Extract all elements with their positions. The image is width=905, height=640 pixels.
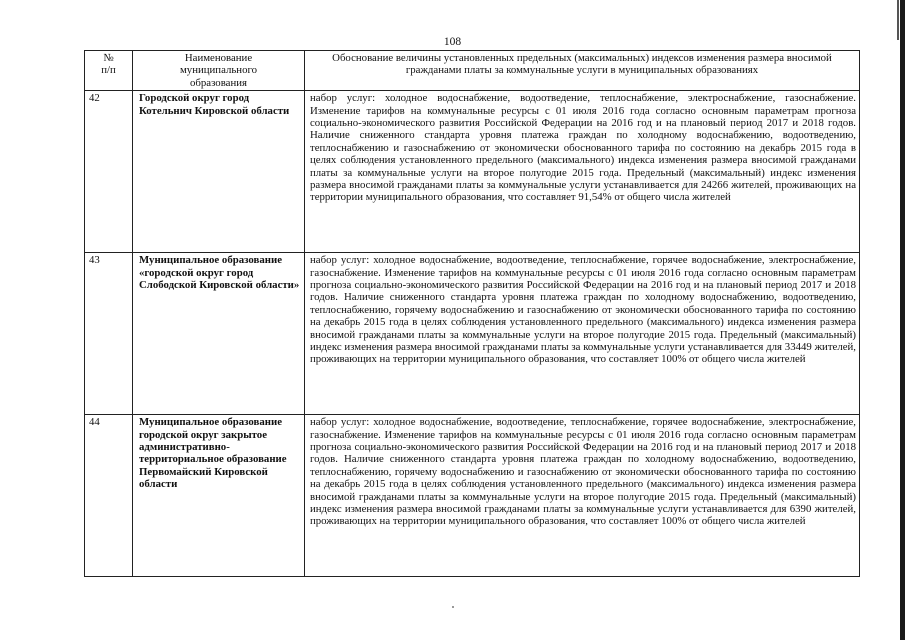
scan-edge-mark — [897, 0, 899, 40]
justification-text: набор услуг: холодное водоснабжение, водоотведение, теплоснабжение, горячее водоснабжение, электроснабжение, газоснабжение. Изменение тарифов на коммунальные ресурсы с 01 июля 2016 года согласно основным параметрам прогноза социально-экономического развития Российской Федерации на 2016 год и на плановый период 2017 и 2018 годов. Наличие сниженного стандарта уровня платежа граждан по холодному водоснабжению, водоотведению, теплоснабжению, горячему водоснабжению и газоснабжению от экономически обоснованного тарифа по состоянию на декабрь 2015 года в целях соблюдения установленного предельного (максимального) индекса изменения размера вносимой гражданами платы за коммунальные услуги на второе полугодие 2015 года. Предельный (максимальный) индекс изменения размера вносимой гражданами платы за коммунальные услуги устанавливается для 33449 жителей, проживающих на территории муниципального образования, что составляет 100% от общего числа жителей — [305, 253, 860, 415]
header-municipality-name: Наименование муниципального образования — [133, 51, 305, 91]
header-justification: Обоснование величины установленных предельных (максимальных) индексов изменения размера вносимой гражданами платы за коммунальные услуги в муниципальных образованиях — [305, 51, 860, 91]
justification-text: набор услуг: холодное водоснабжение, водоотведение, теплоснабжение, горячее водоснабжение, электроснабжение, газоснабжение. Изменение тарифов на коммунальные ресурсы с 01 июля 2016 года согласно основным параметрам прогноза социально-экономического развития Российской Федерации на 2016 год и на плановый период 2017 и 2018 годов. Наличие сниженного стандарта уровня платежа граждан по холодному водоснабжению, водоотведению, теплоснабжению, горячему водоснабжению и газоснабжению от экономически обоснованного тарифа по состоянию на декабрь 2015 года в целях соблюдения установленного предельного (максимального) индекса изменения размера вносимой гражданами платы за коммунальные услуги на второе полугодие 2015 года. Предельный (максимальный) индекс изменения размера вносимой гражданами платы за коммунальные услуги устанавливается для 6390 жителей, проживающих на территории муниципального образования, что составляет 100% от общего числа жителей — [305, 415, 860, 577]
municipality-name: Муниципальное образование городской округ закрытое административно-территориальное образование Первомайский Кировской области — [133, 415, 305, 577]
table-row — [85, 415, 860, 577]
table-header-row — [85, 51, 860, 91]
municipality-name: Городской округ город Котельнич Кировской области — [133, 91, 305, 253]
table-row — [85, 91, 860, 253]
scan-edge-shadow — [900, 0, 905, 640]
justification-text: набор услуг: холодное водоснабжение, водоотведение, теплоснабжение, электроснабжение, газоснабжение. Изменение тарифов на коммунальные ресурсы с 01 июля 2016 года согласно основным параметрам прогноза социально-экономического развития Российской Федерации на 2016 год и на плановый период 2017 и 2018 годов. Наличие сниженного стандарта уровня платежа граждан по холодному водоснабжению, водоотведению, теплоснабжению и газоснабжению от экономически обоснованного тарифа по состоянию на декабрь 2015 года в целях соблюдения установленного предельного (максимального) индекса изменения размера вносимой гражданами платы за коммунальные услуги на второе полугодие 2015 года. Предельный (максимальный) индекс изменения размера вносимой гражданами платы за коммунальные услуги устанавливается для 24266 жителей, проживающих на территории муниципального образования, что составляет 91,54% от общего числа жителей — [305, 91, 860, 253]
page-number: 108 — [443, 36, 462, 48]
tariff-index-table — [84, 50, 860, 577]
row-number: 43 — [85, 253, 133, 415]
header-number: № п/п — [85, 51, 133, 91]
scan-speck — [452, 606, 454, 608]
municipality-name: Муниципальное образование «городской округ город Слободской Кировской области» — [133, 253, 305, 415]
row-number: 44 — [85, 415, 133, 577]
table-row — [85, 253, 860, 415]
row-number: 42 — [85, 91, 133, 253]
